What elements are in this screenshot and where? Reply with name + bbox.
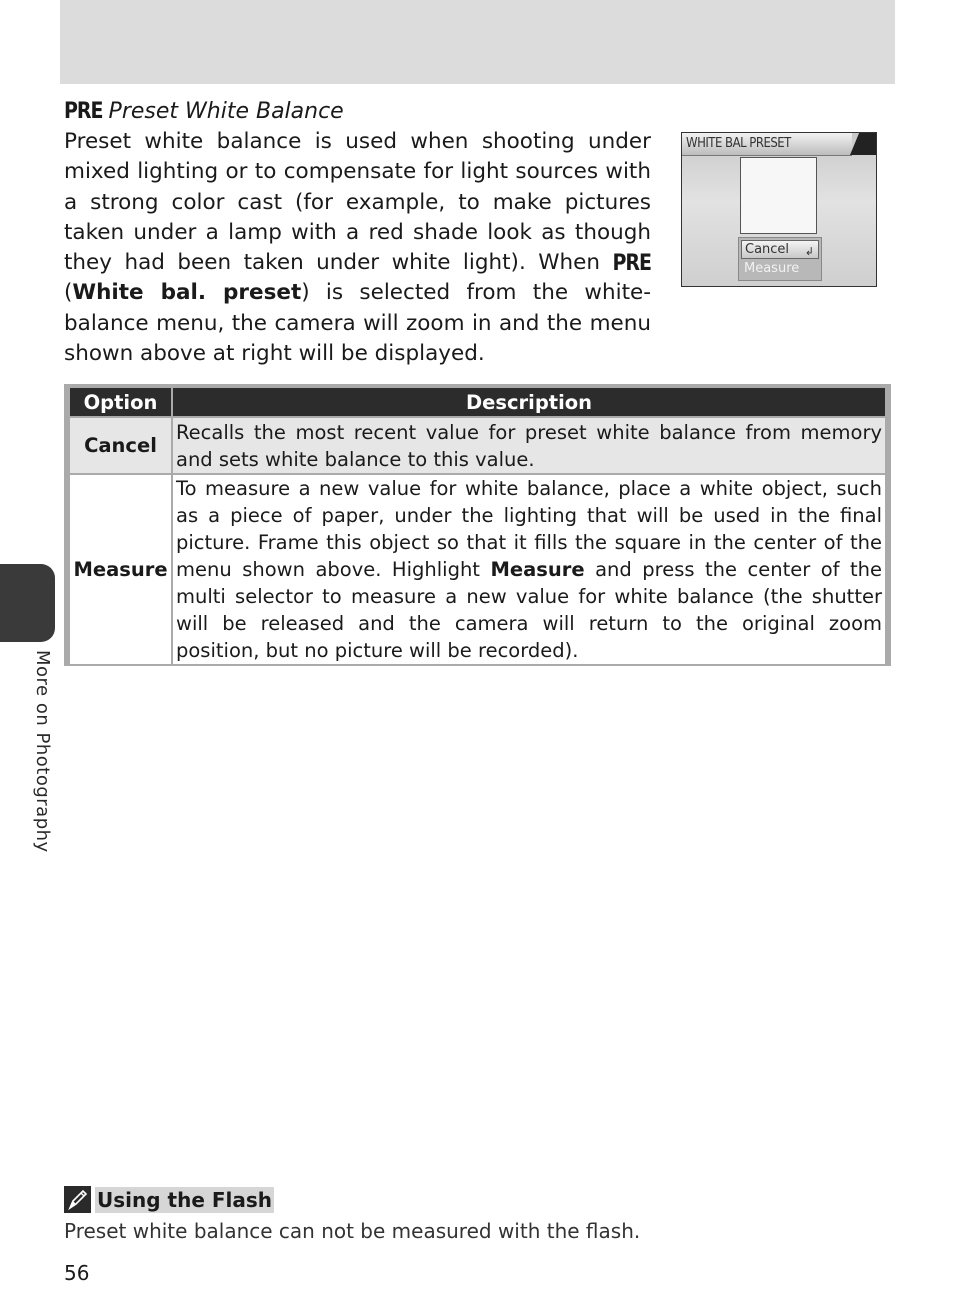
header-band [60, 0, 895, 84]
chapter-tab [0, 564, 55, 642]
intro-paragraph [64, 127, 651, 369]
option-cell: Cancel [70, 416, 171, 473]
lcd-titlebar [682, 133, 852, 156]
section-heading [64, 96, 344, 126]
preset-wb-icon: PRE [612, 250, 651, 276]
description-cell [173, 473, 885, 664]
options-table [64, 384, 891, 666]
note-text: Preset white balance can not be measured with the flash. [64, 1219, 641, 1243]
table-row [70, 416, 885, 473]
lcd-corner-tab [850, 133, 876, 155]
lcd-item-measure: Measure [744, 261, 800, 276]
lcd-item-cancel-label: Cancel [745, 242, 790, 257]
note-title: Using the Flash [97, 1187, 272, 1212]
intro-menu-name: White bal. preset [72, 280, 302, 306]
description-text-1: To measure a new value for white balance, place a white object, such as a piece of paper, under the lighting that will be used in the final picture. Frame this object so that it fills the square in the center of the menu shown above. Highlight [176, 477, 882, 581]
description-cell: Recalls the most recent value for preset white balance from memory and sets white balance to this value. [173, 416, 885, 473]
note-heading [64, 1186, 274, 1213]
table-row [70, 473, 885, 664]
pencil-icon [64, 1186, 91, 1213]
option-cell: Measure [70, 473, 171, 664]
camera-menu-screenshot [681, 132, 877, 287]
section-title: Preset White Balance [108, 98, 344, 124]
description-text-2: and press the center of the multi selector to measure a new value for white balance (the shutter will be released and the camera will return to the original zoom position, but no picture will be recorded). [176, 558, 882, 662]
column-header-description: Description [173, 388, 885, 416]
column-header-option: Option [70, 388, 171, 416]
lcd-menu [738, 237, 822, 281]
chapter-label: More on Photography [32, 650, 53, 853]
lcd-item-cancel [741, 240, 819, 259]
description-bold: Measure [490, 558, 585, 581]
intro-paren: ( [64, 280, 73, 306]
enter-icon: ↲ [804, 245, 814, 258]
intro-text-2: ) is selected from the white-balance menu, the camera will zoom in and the menu shown above at right will be displayed. [64, 280, 651, 367]
lcd-title: WHITE BAL PRESET [686, 136, 791, 151]
lcd-measure-square [740, 157, 817, 234]
preset-wb-icon: PRE [64, 97, 103, 124]
intro-text-1: Preset white balance is used when shooting under mixed lighting or to compensate for light sources with a strong color cast (for example, to make pictures taken under a lamp with a red shade look as though they had been taken under white light). When [64, 129, 651, 276]
page-number: 56 [64, 1261, 90, 1285]
